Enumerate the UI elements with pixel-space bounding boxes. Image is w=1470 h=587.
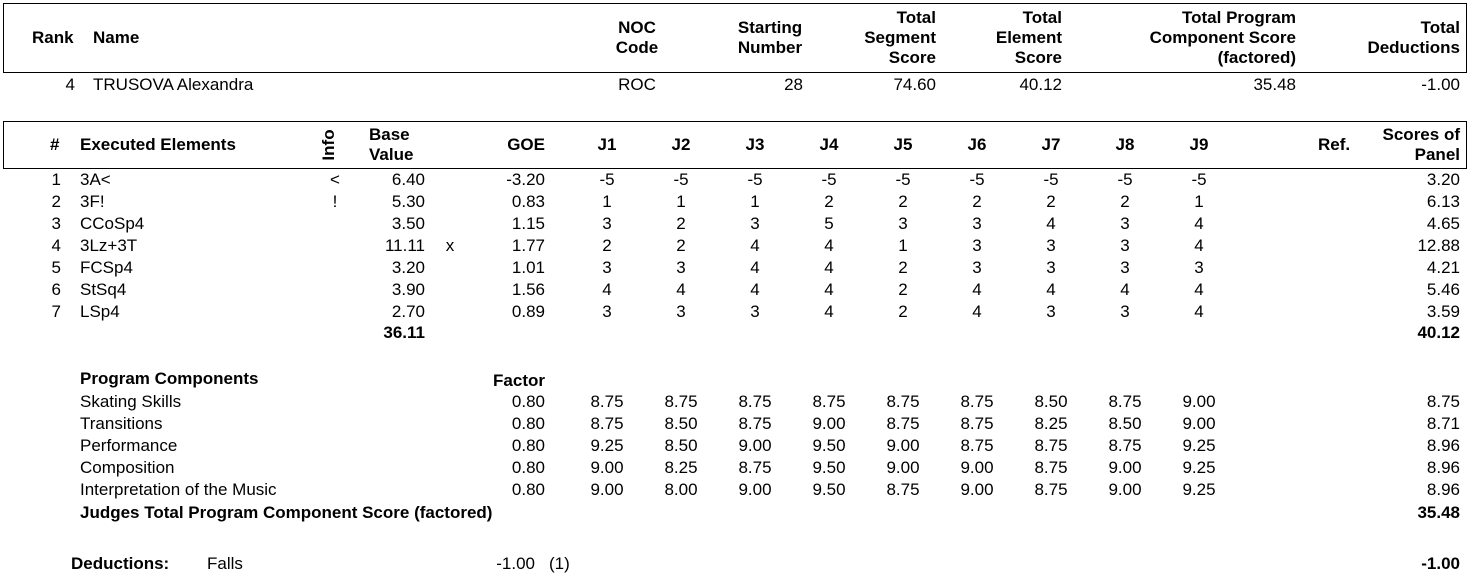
component-panel-score: 8.71 <box>1426 414 1460 433</box>
element-judge-score: 3 <box>972 236 982 255</box>
element-judge-score: 2 <box>1120 192 1130 211</box>
element-judge-score: -5 <box>895 170 911 189</box>
component-judge-score: 8.75 <box>1108 436 1142 455</box>
element-judge-score: 3 <box>676 258 686 277</box>
header-base-value: Base Value <box>369 125 414 164</box>
element-panel-score: 5.46 <box>1426 280 1460 299</box>
component-judge-score: 9.00 <box>886 458 920 477</box>
element-judge-score: 3 <box>1046 302 1056 321</box>
component-factor: 0.80 <box>511 458 545 477</box>
component-judge-score: 8.75 <box>590 414 624 433</box>
element-number: 1 <box>51 170 61 189</box>
element-judge-score: 3 <box>972 258 982 277</box>
header-judge-9: J9 <box>1189 135 1209 154</box>
element-judge-score: 1 <box>602 192 612 211</box>
component-name: Transitions <box>80 414 163 433</box>
element-judge-score: -5 <box>821 170 837 189</box>
element-judge-score: 3 <box>1120 302 1130 321</box>
skater-noc: ROC <box>618 75 656 94</box>
element-name: 3A< <box>80 170 111 189</box>
element-name: 3Lz+3T <box>80 236 138 255</box>
element-judge-score: -5 <box>673 170 689 189</box>
component-judge-score: 8.75 <box>1034 436 1068 455</box>
component-judge-score: 9.00 <box>812 414 846 433</box>
element-name: 3F! <box>80 192 105 211</box>
element-judge-score: -5 <box>1043 170 1059 189</box>
header-judge-1: J1 <box>597 135 617 154</box>
program-components-title: Program Components <box>80 369 259 388</box>
deductions-total: -1.00 <box>1421 554 1460 573</box>
header-judge-7: J7 <box>1041 135 1061 154</box>
element-judge-score: 4 <box>1046 214 1056 233</box>
base-value-total: 36.11 <box>383 323 425 342</box>
component-judge-score: 9.25 <box>1182 458 1216 477</box>
element-number: 4 <box>51 236 61 255</box>
element-judge-score: 2 <box>676 214 686 233</box>
element-judge-score: 4 <box>824 302 834 321</box>
element-judge-score: 3 <box>750 214 760 233</box>
element-goe: 1.01 <box>511 258 545 277</box>
element-judge-score: 2 <box>602 236 612 255</box>
header-info: Info <box>319 129 338 161</box>
element-judge-score: 2 <box>824 192 834 211</box>
component-judge-score: 8.00 <box>664 480 698 499</box>
element-judge-score: 4 <box>1046 280 1056 299</box>
deduction-type: Falls <box>207 554 243 573</box>
element-judge-score: 4 <box>1120 280 1130 299</box>
element-judge-score: 4 <box>750 258 760 277</box>
component-judge-score: 8.50 <box>664 414 698 433</box>
component-judge-score: 9.00 <box>886 436 920 455</box>
component-judge-score: 9.00 <box>960 458 994 477</box>
element-goe: 1.15 <box>511 214 545 233</box>
element-base-value: 5.30 <box>391 192 425 211</box>
element-late-bonus-mark: x <box>445 236 455 255</box>
element-number: 2 <box>51 192 61 211</box>
component-judge-score: 9.25 <box>1182 436 1216 455</box>
component-judge-score: 8.75 <box>738 414 772 433</box>
component-judge-score: 8.75 <box>886 414 920 433</box>
component-factor: 0.80 <box>511 480 545 499</box>
element-judge-score: 4 <box>824 258 834 277</box>
component-name: Interpretation of the Music <box>80 480 277 499</box>
component-panel-score: 8.96 <box>1426 458 1460 477</box>
element-judge-score: 4 <box>750 280 760 299</box>
component-name: Skating Skills <box>80 392 182 411</box>
component-judge-score: 9.00 <box>590 480 624 499</box>
element-judge-score: 4 <box>676 280 686 299</box>
element-judge-score: 4 <box>602 280 612 299</box>
header-executed-elements: Executed Elements <box>80 135 236 154</box>
component-judge-score: 8.75 <box>1034 480 1068 499</box>
element-judge-score: 3 <box>1194 258 1204 277</box>
component-judge-score: 8.75 <box>1108 392 1142 411</box>
component-judge-score: 9.25 <box>590 436 624 455</box>
component-factor: 0.80 <box>511 436 545 455</box>
header-judge-2: J2 <box>671 135 691 154</box>
header-scores-of-panel: Scores of Panel <box>1382 125 1460 164</box>
element-judge-score: 1 <box>750 192 760 211</box>
component-judge-score: 8.75 <box>664 392 698 411</box>
element-base-value: 2.70 <box>391 302 425 321</box>
header-judge-4: J4 <box>819 135 839 154</box>
header-total-segment-score: Total Segment Score <box>864 8 936 67</box>
element-name: CCoSp4 <box>80 214 145 233</box>
element-panel-score: 12.88 <box>1417 236 1460 255</box>
skater-total-element-score: 40.12 <box>1019 75 1062 94</box>
component-panel-score: 8.75 <box>1426 392 1460 411</box>
element-judge-score: 3 <box>1120 236 1130 255</box>
element-judge-score: 4 <box>1194 214 1204 233</box>
element-judge-score: 3 <box>1046 236 1056 255</box>
skater-name: TRUSOVA Alexandra <box>93 75 254 94</box>
header-judge-8: J8 <box>1115 135 1135 154</box>
component-judge-score: 8.75 <box>738 392 772 411</box>
element-number: 3 <box>51 214 61 233</box>
element-judge-score: 3 <box>676 302 686 321</box>
component-judge-score: 8.75 <box>960 414 994 433</box>
component-judge-score: 8.75 <box>738 458 772 477</box>
skater-total-pcs: 35.48 <box>1253 75 1296 94</box>
element-judge-score: 4 <box>824 280 834 299</box>
skater-total-deductions: -1.00 <box>1421 75 1460 94</box>
component-judge-score: 9.50 <box>812 458 846 477</box>
header-judge-6: J6 <box>967 135 987 154</box>
skater-total-segment-score: 74.60 <box>893 75 936 94</box>
component-name: Composition <box>80 458 175 477</box>
component-judge-score: 9.00 <box>738 480 772 499</box>
element-judge-score: -5 <box>599 170 615 189</box>
deduction-count: (1) <box>549 554 570 573</box>
element-judge-score: -5 <box>1117 170 1133 189</box>
component-factor: 0.80 <box>511 392 545 411</box>
component-judge-score: 9.00 <box>960 480 994 499</box>
element-base-value: 3.90 <box>391 280 425 299</box>
element-judge-score: 3 <box>1120 214 1130 233</box>
element-judge-score: 3 <box>898 214 908 233</box>
element-name: StSq4 <box>80 280 127 299</box>
element-judge-score: 4 <box>1194 236 1204 255</box>
header-total-pcs: Total Program Component Score (factored) <box>1149 8 1296 67</box>
header-noc-code: NOC Code <box>615 18 659 57</box>
component-judge-score: 9.00 <box>1108 458 1142 477</box>
component-judge-score: 8.75 <box>886 392 920 411</box>
header-total-deductions: Total Deductions <box>1367 18 1460 57</box>
element-base-value: 6.40 <box>391 170 425 189</box>
element-judge-score: 4 <box>1194 280 1204 299</box>
component-panel-score: 8.96 <box>1426 436 1460 455</box>
header-judge-5: J5 <box>893 135 913 154</box>
element-judge-score: 2 <box>898 192 908 211</box>
element-judge-score: 3 <box>602 214 612 233</box>
element-judge-score: 2 <box>676 236 686 255</box>
component-judge-score: 9.00 <box>590 458 624 477</box>
element-judge-score: 4 <box>824 236 834 255</box>
component-judge-score: 8.75 <box>812 392 846 411</box>
component-judge-score: 8.75 <box>960 436 994 455</box>
element-judge-score: 2 <box>898 302 908 321</box>
component-judge-score: 9.00 <box>1182 392 1216 411</box>
element-goe: 1.77 <box>511 236 545 255</box>
element-judge-score: 4 <box>972 302 982 321</box>
component-judge-score: 8.25 <box>664 458 698 477</box>
element-judge-score: 3 <box>602 258 612 277</box>
element-judge-score: 4 <box>972 280 982 299</box>
component-judge-score: 9.25 <box>1182 480 1216 499</box>
element-judge-score: -5 <box>1191 170 1207 189</box>
element-goe: 1.56 <box>511 280 545 299</box>
deductions-label: Deductions: <box>71 554 170 573</box>
element-number: 6 <box>51 280 61 299</box>
header-name: Name <box>93 28 140 47</box>
component-name: Performance <box>80 436 178 455</box>
scores-of-panel-total: 40.12 <box>1417 323 1460 342</box>
element-panel-score: 6.13 <box>1426 192 1460 211</box>
element-judge-score: 1 <box>898 236 908 255</box>
component-judge-score: 8.50 <box>1034 392 1068 411</box>
element-info: ! <box>332 192 338 211</box>
component-panel-score: 8.96 <box>1426 480 1460 499</box>
element-panel-score: 3.59 <box>1426 302 1460 321</box>
header-starting-number: Starting Number <box>737 18 803 57</box>
judges-total-pcs-value: 35.48 <box>1417 503 1460 522</box>
component-judge-score: 8.75 <box>886 480 920 499</box>
component-judge-score: 8.50 <box>664 436 698 455</box>
element-judge-score: 3 <box>1046 258 1056 277</box>
header-total-element-score: Total Element Score <box>995 8 1062 67</box>
element-goe: -3.20 <box>506 170 545 189</box>
element-goe: 0.83 <box>511 192 545 211</box>
element-judge-score: 2 <box>1046 192 1056 211</box>
element-panel-score: 3.20 <box>1426 170 1460 189</box>
element-judge-score: 5 <box>824 214 834 233</box>
element-judge-score: -5 <box>969 170 985 189</box>
element-base-value: 3.50 <box>391 214 425 233</box>
header-ref: Ref. <box>1318 135 1351 154</box>
element-base-value: 11.11 <box>384 236 425 255</box>
skater-rank: 4 <box>65 75 75 94</box>
element-judge-score: -5 <box>747 170 763 189</box>
header-rank: Rank <box>32 28 74 47</box>
element-goe: 0.89 <box>511 302 545 321</box>
element-judge-score: 2 <box>898 280 908 299</box>
component-factor: 0.80 <box>511 414 545 433</box>
element-judge-score: 4 <box>750 236 760 255</box>
element-name: LSp4 <box>80 302 120 321</box>
element-info: < <box>330 170 340 189</box>
element-name: FCSp4 <box>80 258 133 277</box>
component-judge-score: 9.00 <box>1182 414 1216 433</box>
component-judge-score: 9.00 <box>1108 480 1142 499</box>
element-number: 7 <box>51 302 61 321</box>
element-panel-score: 4.21 <box>1426 258 1460 277</box>
header-element-number: # <box>50 135 60 154</box>
factor-header: Factor <box>493 371 545 390</box>
judges-total-pcs-label: Judges Total Program Component Score (factored) <box>80 503 493 522</box>
component-judge-score: 8.75 <box>590 392 624 411</box>
element-judge-score: 3 <box>1120 258 1130 277</box>
component-judge-score: 8.50 <box>1108 414 1142 433</box>
element-judge-score: 4 <box>1194 302 1204 321</box>
element-base-value: 3.20 <box>391 258 425 277</box>
header-judge-3: J3 <box>745 135 765 154</box>
component-judge-score: 8.75 <box>1034 458 1068 477</box>
skater-starting-number: 28 <box>784 75 803 94</box>
element-judge-score: 2 <box>898 258 908 277</box>
element-judge-score: 3 <box>602 302 612 321</box>
component-judge-score: 9.00 <box>738 436 772 455</box>
element-judge-score: 2 <box>972 192 982 211</box>
component-judge-score: 8.25 <box>1034 414 1068 433</box>
element-panel-score: 4.65 <box>1426 214 1460 233</box>
header-goe: GOE <box>507 135 545 154</box>
deduction-value: -1.00 <box>496 554 535 573</box>
component-judge-score: 9.50 <box>812 480 846 499</box>
element-judge-score: 1 <box>1194 192 1204 211</box>
element-judge-score: 3 <box>972 214 982 233</box>
element-number: 5 <box>51 258 61 277</box>
component-judge-score: 8.75 <box>960 392 994 411</box>
element-judge-score: 3 <box>750 302 760 321</box>
element-judge-score: 1 <box>676 192 686 211</box>
component-judge-score: 9.50 <box>812 436 846 455</box>
